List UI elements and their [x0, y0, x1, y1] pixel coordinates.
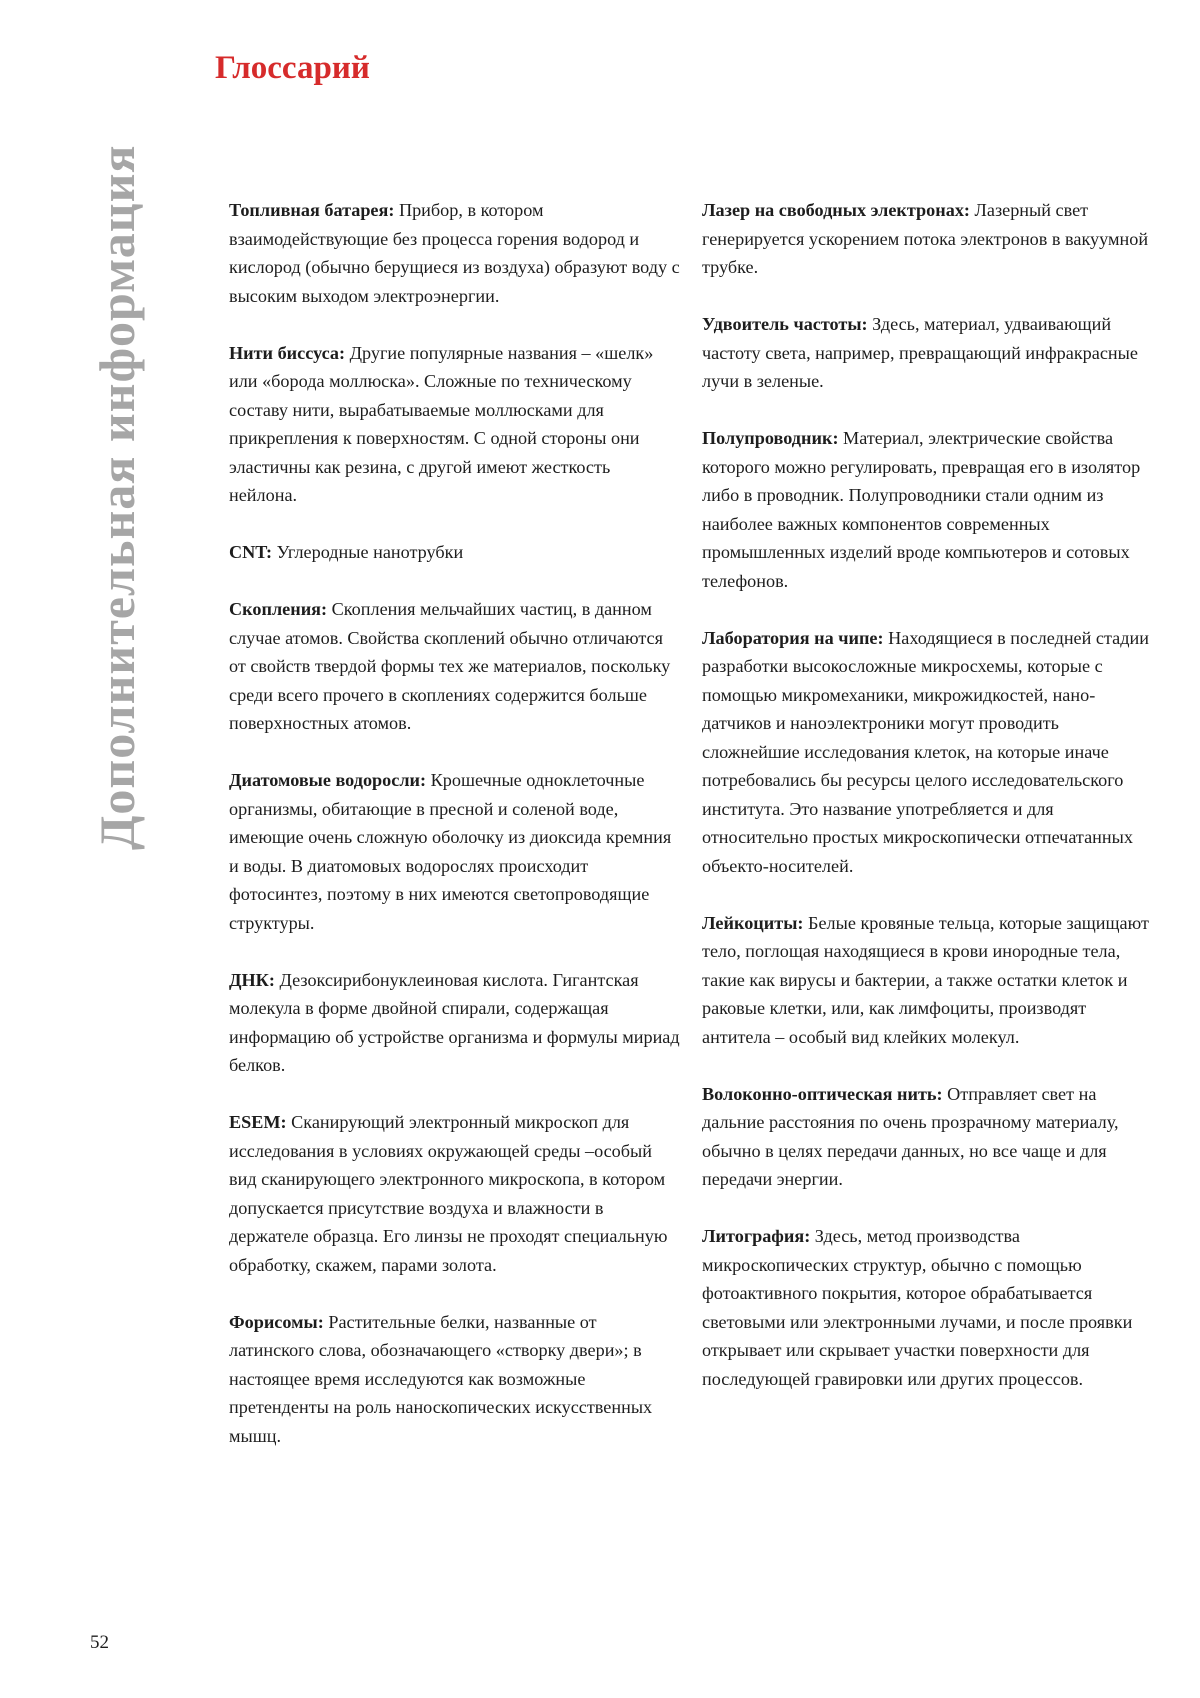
- glossary-definition: Отправляет свет на дальние расстояния по очень прозрачному материалу, обычно в целях передачи данных, но все чаще и для передачи энергии.: [702, 1083, 1119, 1189]
- glossary-entry: [229, 1108, 681, 1279]
- glossary-definition: Сканирующий электронный микроскоп для исследования в условиях окружающей среды –особый вид сканирующего электронного микроскопа, в котором допускается присутствие воздуха и влажности в держателе образца. Его линзы не проходят специальную обработку, скажем, парами золота.: [229, 1112, 668, 1275]
- glossary-definition: Лазерный свет генерируется ускорением потока электронов в вакуумной трубке.: [702, 200, 1149, 277]
- section-side-title: Дополнительная информация: [89, 144, 145, 850]
- glossary-term: Скопления:: [229, 599, 328, 619]
- glossary-entry: [702, 624, 1157, 881]
- glossary-definition: Дезоксирибонуклеиновая кислота. Гигантская молекула в форме двойной спирали, содержащая информацию об устройстве организма и формулы мириад белков.: [229, 969, 680, 1075]
- glossary-term: Лаборатория на чипе:: [702, 627, 884, 648]
- glossary-definition: Другие популярные названия – «шелк» или «борода моллюска». Сложные по техническому составу нити, вырабатываемые моллюсками для прикрепления к поверхностям. С одной стороны они эластичны как резина, с другой имеют жесткость нейлона.: [229, 342, 654, 505]
- glossary-entry: [229, 196, 681, 310]
- page-title: Глоссарий: [215, 50, 370, 86]
- glossary-right-column: [702, 196, 1157, 1422]
- glossary-definition: Здесь, материал, удваивающий частоту света, например, превращающий инфракрасные лучи в зеленые.: [702, 314, 1138, 391]
- glossary-entry: [229, 1308, 681, 1451]
- glossary-left-column: [229, 196, 681, 1479]
- glossary-term: CNT:: [229, 542, 273, 562]
- glossary-entry: [702, 196, 1157, 282]
- glossary-term: Нити биссуса:: [229, 342, 346, 363]
- glossary-entry: [229, 339, 681, 510]
- glossary-term: Топливная батарея:: [229, 200, 395, 220]
- glossary-entry: [229, 966, 681, 1080]
- glossary-term: Лейкоциты:: [702, 912, 804, 933]
- glossary-term: Удвоитель частоты:: [702, 314, 868, 334]
- glossary-term: Лазер на свободных электронах:: [702, 200, 970, 220]
- glossary-definition: Здесь, метод производства микроскопических структур, обычно с помощью фотоактивного покрытия, которое обрабатывается световыми или электронными лучами, и после проявки открывает или скрывает участки поверхности для последующей гравировки или других процессов.: [702, 1226, 1133, 1389]
- glossary-definition: Прибор, в котором взаимодействующие без процесса горения водород и кислород (обычно берущиеся из воздуха) образуют воду с высоким выходом электроэнергии.: [229, 200, 680, 306]
- glossary-term: Волоконно-оптическая нить:: [702, 1083, 943, 1104]
- glossary-definition: Растительные белки, названные от латинского слова, обозначающего «створку двери»; в настоящее время исследуются как возможные претенденты на роль наноскопических искусственных мышц.: [229, 1311, 653, 1446]
- glossary-term: ДНК:: [229, 969, 275, 990]
- glossary-definition: Углеродные нанотрубки: [272, 542, 464, 562]
- glossary-term: Форисомы:: [229, 1311, 324, 1332]
- glossary-term: ESEM:: [229, 1112, 287, 1132]
- glossary-term: Полупроводник:: [702, 428, 839, 448]
- glossary-definition: Крошечные одноклеточные организмы, обитающие в пресной и соленой воде, имеющие очень сложную оболочку из диоксида кремния и воды. В диатомовых водорослях происходит фотосинтез, поэтому в них имеются светопроводящие структуры.: [229, 770, 672, 933]
- glossary-entry: [702, 424, 1157, 595]
- glossary-definition: Находящиеся в последней стадии разработки высокосложные микросхемы, которые с помощью микромеханики, микрожидкостей, нано-датчиков и наноэлектроники могут проводить сложнейшие исследования клеток, на которые иначе потребовались бы ресурсы целого исследовательского института. Это название употребляется и для относительно простых микроскопически отпечатанных объекто-носителей.: [702, 627, 1149, 876]
- glossary-entry: [702, 1080, 1157, 1194]
- glossary-definition: Материал, электрические свойства которого можно регулировать, превращая его в изолятор либо в проводник. Полупроводники стали одним из наиболее важных компонентов современных промышленных изделий вроде компьютеров и сотовых телефонов.: [702, 428, 1141, 591]
- glossary-entry: [229, 766, 681, 937]
- glossary-entry: [702, 909, 1157, 1052]
- glossary-term: Диатомовые водоросли:: [229, 770, 427, 790]
- glossary-entry: [229, 538, 681, 567]
- page-number: 52: [90, 1632, 109, 1653]
- glossary-definition: Скопления мельчайших частиц, в данном случае атомов. Свойства скоплений обычно отличаются от свойств твердой формы тех же материалов, поскольку среди всего прочего в скоплениях содержится больше поверхностных атомов.: [229, 599, 671, 733]
- glossary-entry: [702, 310, 1157, 396]
- glossary-entry: [229, 595, 681, 738]
- glossary-definition: Белые кровяные тельца, которые защищают тело, поглощая находящиеся в крови инородные тела, такие как вирусы и бактерии, а также остатки клеток и раковые клетки, или, как лимфоциты, производят антитела – особый вид клейких молекул.: [702, 912, 1149, 1047]
- glossary-entry: [702, 1222, 1157, 1393]
- glossary-term: Литография:: [702, 1226, 811, 1246]
